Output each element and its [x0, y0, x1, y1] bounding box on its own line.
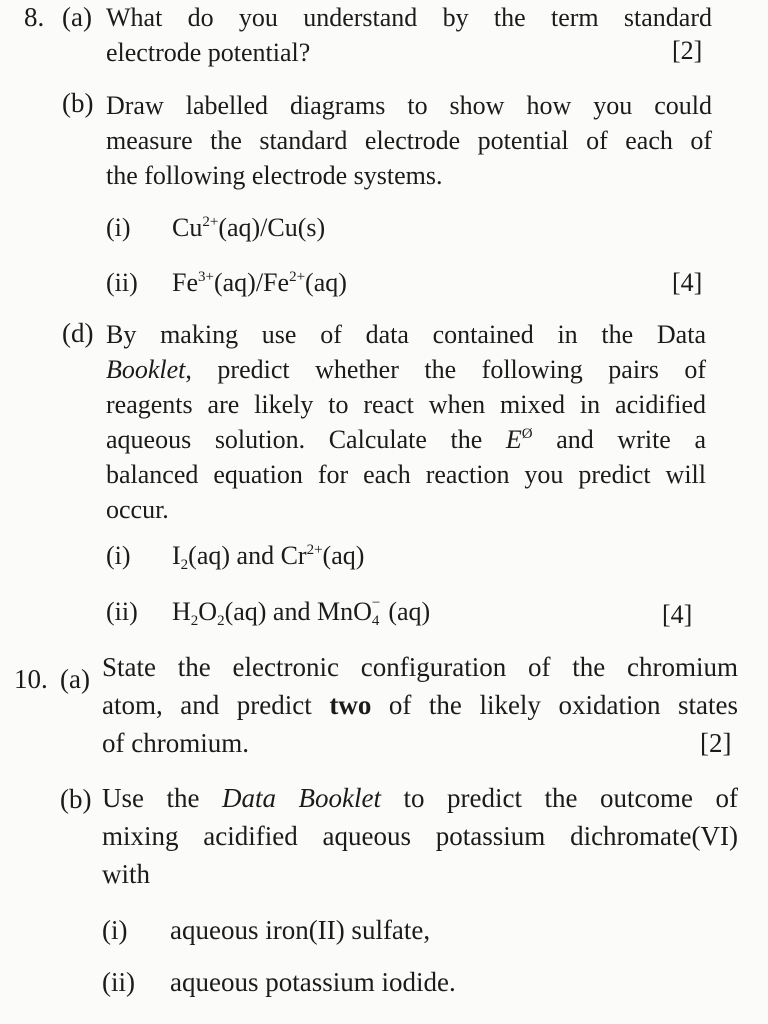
q8b-line-1: Draw labelled diagrams to show how you could	[106, 91, 712, 120]
q8d-item-i-label: (i)	[106, 541, 131, 570]
q8d-marks: [4]	[662, 600, 693, 629]
q8a-line-2: electrode potential?	[106, 38, 311, 67]
q10a-line-1: State the electronic configuration of the chromium	[102, 652, 738, 682]
q10b-line-1: Use the Data Booklet to predict the outcome of	[102, 783, 738, 813]
q10a-line-2: atom, and predict two of the likely oxidation states	[102, 690, 738, 720]
q8b-item-i-label: (i)	[106, 213, 131, 242]
q10b-line-3: with	[102, 859, 151, 889]
q8b-line-2: measure the standard electrode potential of each of	[106, 126, 712, 155]
q8a-marks: [2]	[672, 36, 703, 65]
q10-part-b-label: (b)	[60, 784, 92, 814]
q10-part-a-label: (a)	[60, 664, 90, 694]
q8d-item-ii-label: (ii)	[106, 597, 138, 626]
q8-part-a-text	[106, 0, 712, 70]
q8b-item-i-formula: $Cu^{2+}(aq)/Cu(s)$	[172, 213, 326, 242]
q8d-item-ii-formula: $H_2O_2(aq)$ and MnO − 4 (aq)	[172, 595, 431, 629]
q10b-item-ii-text: aqueous potassium iodide.	[170, 967, 456, 997]
q8-part-a-label: (a)	[62, 2, 92, 32]
q8d-line-4: aqueous solution. Calculate the $E^Ø$ and write a	[106, 425, 706, 454]
q8b-item-ii-formula: $Fe^{3+}(aq)/Fe^{2+}(aq)$	[172, 268, 347, 297]
q8d-line-5: balanced equation for each reaction you predict will	[106, 460, 706, 489]
q10b-item-i-label: (i)	[102, 915, 128, 945]
question-10-number: 10.	[14, 664, 48, 694]
q8d-line-3: reagents are likely to react when mixed in acidified	[106, 390, 706, 419]
q8a-line-1: What do you understand by the term standard	[106, 3, 712, 32]
q8-part-d-text	[106, 317, 706, 527]
q10-part-b-text	[102, 779, 738, 893]
q10b-line-2: mixing acidified aqueous potassium dichromate(VI)	[102, 821, 738, 851]
q8-part-b-label: (b)	[62, 88, 94, 118]
question-8-number: 8.	[24, 2, 45, 32]
q10b-item-i-text: aqueous iron(II) sulfate,	[170, 915, 431, 945]
q10b-item-ii-label: (ii)	[102, 967, 135, 997]
q8d-line-6: occur.	[106, 495, 169, 524]
q8-part-d-label: (d)	[62, 318, 94, 348]
q8-part-b-text	[106, 88, 712, 193]
q8b-item-ii-label: (ii)	[106, 268, 138, 297]
q10a-line-3: of chromium.	[102, 728, 249, 758]
q10-part-a-text	[102, 648, 738, 762]
q8d-item-i-formula: $I_2(aq)$ and $Cr^{2+}(aq)$	[172, 541, 365, 573]
q8d-line-2: Booklet, predict whether the following pairs of	[106, 355, 706, 384]
q8b-marks: [4]	[672, 268, 703, 297]
q8b-line-3: the following electrode systems.	[106, 161, 443, 190]
q8d-line-1: By making use of data contained in the Data	[106, 320, 706, 349]
q10a-marks: [2]	[700, 728, 732, 758]
